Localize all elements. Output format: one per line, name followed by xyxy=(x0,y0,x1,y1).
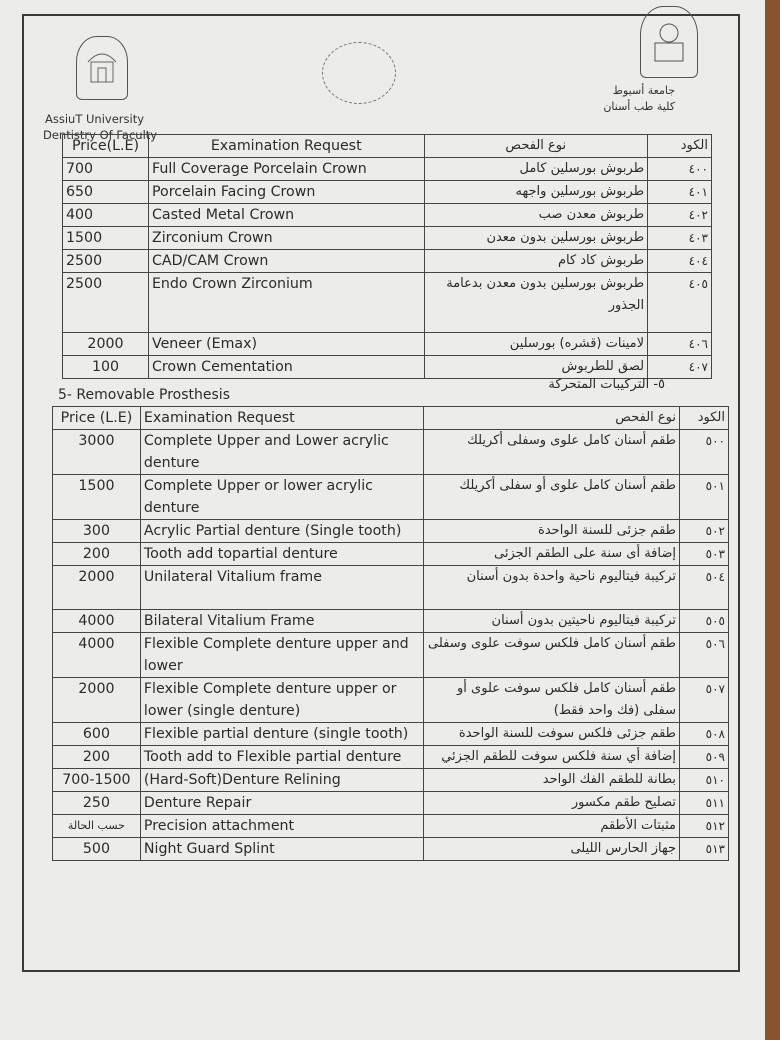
price-cell: 500 xyxy=(53,838,141,861)
code-cell: ٥١٠ xyxy=(680,769,729,792)
price-cell: 4000 xyxy=(53,633,141,678)
request-header: Examination Request xyxy=(140,407,424,430)
table-row xyxy=(53,543,729,566)
code-header: الكود xyxy=(680,407,729,430)
university-logo xyxy=(76,36,128,100)
price-cell: 2000 xyxy=(53,566,141,610)
table-row xyxy=(63,227,712,250)
arabic-cell: طربوش كاد كام xyxy=(424,250,648,273)
code-cell: ٤٠٠ xyxy=(648,158,712,181)
request-cell: Casted Metal Crown xyxy=(148,204,424,227)
table-row xyxy=(53,769,729,792)
code-cell: ٥١١ xyxy=(680,792,729,815)
table-row xyxy=(63,158,712,181)
table-row xyxy=(63,273,712,333)
request-cell: Acrylic Partial denture (Single tooth) xyxy=(140,520,424,543)
price-header: Price(L.E) xyxy=(63,135,149,158)
request-cell: Bilateral Vitalium Frame xyxy=(140,610,424,633)
code-header: الكود xyxy=(648,135,712,158)
code-cell: ٤٠٢ xyxy=(648,204,712,227)
arabic-cell: لصق للطربوش xyxy=(424,356,648,379)
type-ar-header: نوع الفحص xyxy=(424,407,680,430)
arabic-cell: تركيبة فيتاليوم ناحيتين بدون أسنان xyxy=(424,610,680,633)
request-cell: Flexible partial denture (single tooth) xyxy=(140,723,424,746)
type-ar-header: نوع الفحص xyxy=(424,135,648,158)
university-name-en: AssiuT University xyxy=(45,112,145,126)
arabic-cell: طقم أسنان كامل علوى وسفلى أكريلك xyxy=(424,430,680,475)
table-row xyxy=(53,475,729,520)
request-cell: Crown Cementation xyxy=(148,356,424,379)
code-cell: ٤٠٣ xyxy=(648,227,712,250)
request-cell: Denture Repair xyxy=(140,792,424,815)
table-row xyxy=(63,204,712,227)
code-cell: ٥٠٤ xyxy=(680,566,729,610)
arabic-cell: تصليح طقم مكسور xyxy=(424,792,680,815)
code-cell: ٥٠٣ xyxy=(680,543,729,566)
request-cell: Tooth add to Flexible partial denture xyxy=(140,746,424,769)
code-cell: ٤٠١ xyxy=(648,181,712,204)
request-cell: Night Guard Splint xyxy=(140,838,424,861)
crowns-price-table xyxy=(62,134,712,379)
table-header-row xyxy=(53,407,729,430)
table-row xyxy=(53,566,729,610)
request-cell: Complete Upper or lower acrylic denture xyxy=(140,475,424,520)
code-cell: ٥٠٠ xyxy=(680,430,729,475)
request-cell: Tooth add topartial denture xyxy=(140,543,424,566)
section-title-en: 5- Removable Prosthesis xyxy=(58,387,230,403)
arabic-cell: طقم أسنان كامل فلكس سوفت علوى وسفلى xyxy=(424,633,680,678)
arabic-cell: طربوش معدن صب xyxy=(424,204,648,227)
price-header: Price (L.E) xyxy=(53,407,141,430)
arabic-cell: طربوش بورسلين بدون معدن بدعامة الجذور xyxy=(424,273,648,333)
code-cell: ٥٠٧ xyxy=(680,678,729,723)
code-cell: ٤٠٧ xyxy=(648,356,712,379)
price-cell: 4000 xyxy=(53,610,141,633)
table-row xyxy=(63,356,712,379)
request-cell: Flexible Complete denture upper and lower xyxy=(140,633,424,678)
table-row xyxy=(53,723,729,746)
code-cell: ٤٠٦ xyxy=(648,333,712,356)
table-row xyxy=(53,838,729,861)
faculty-logo xyxy=(640,6,698,78)
code-cell: ٥١٣ xyxy=(680,838,729,861)
price-cell: 400 xyxy=(63,204,149,227)
price-cell: 1500 xyxy=(53,475,141,520)
table-row xyxy=(53,792,729,815)
code-cell: ٥٠٢ xyxy=(680,520,729,543)
code-cell: ٥١٢ xyxy=(680,815,729,838)
price-cell: 600 xyxy=(53,723,141,746)
arabic-cell: طقم أسنان كامل فلكس سوفت علوى أو سفلى (فك واحد فقط) xyxy=(424,678,680,723)
price-cell: 2500 xyxy=(63,250,149,273)
price-cell: 2500 xyxy=(63,273,149,333)
code-cell: ٥٠٩ xyxy=(680,746,729,769)
request-cell: Veneer (Emax) xyxy=(148,333,424,356)
request-cell: (Hard-Soft)Denture Relining xyxy=(140,769,424,792)
request-cell: Complete Upper and Lower acrylic denture xyxy=(140,430,424,475)
request-cell: Porcelain Facing Crown xyxy=(148,181,424,204)
table-header-row xyxy=(63,135,712,158)
price-cell: 700-1500 xyxy=(53,769,141,792)
table-row xyxy=(53,678,729,723)
arabic-cell: طربوش بورسلين بدون معدن xyxy=(424,227,648,250)
section-title-ar: ٥- التركيبات المتحركة xyxy=(548,377,665,392)
price-cell: 700 xyxy=(63,158,149,181)
code-cell: ٥٠١ xyxy=(680,475,729,520)
faculty-name-ar: كلية طب أسنان xyxy=(603,100,675,113)
table-row xyxy=(53,633,729,678)
request-cell: Unilateral Vitalium frame xyxy=(140,566,424,610)
removable-prosthesis-table xyxy=(52,406,729,861)
arabic-cell: طقم جزئى فلكس سوفت للسنة الواحدة xyxy=(424,723,680,746)
code-cell: ٥٠٨ xyxy=(680,723,729,746)
request-cell: CAD/CAM Crown xyxy=(148,250,424,273)
arabic-cell: إضافة أي سنة فلكس سوفت للطقم الجزئي xyxy=(424,746,680,769)
request-cell: Flexible Complete denture upper or lower (single denture) xyxy=(140,678,424,723)
price-cell: 100 xyxy=(63,356,149,379)
table-row xyxy=(53,610,729,633)
arabic-cell: لامينات (قشره) بورسلين xyxy=(424,333,648,356)
price-cell: 250 xyxy=(53,792,141,815)
code-cell: ٥٠٦ xyxy=(680,633,729,678)
table-row xyxy=(63,181,712,204)
table-row xyxy=(63,250,712,273)
request-header: Examination Request xyxy=(148,135,424,158)
table-row xyxy=(53,815,729,838)
arabic-cell: بطانة للطقم الفك الواحد xyxy=(424,769,680,792)
university-name-ar: جامعة أسيوط xyxy=(612,84,675,97)
arabic-cell: طقم أسنان كامل علوى أو سفلى أكريلك xyxy=(424,475,680,520)
request-cell: Endo Crown Zirconium xyxy=(148,273,424,333)
price-cell: 200 xyxy=(53,746,141,769)
arabic-cell: طقم جزئى للسنة الواحدة xyxy=(424,520,680,543)
price-cell: 200 xyxy=(53,543,141,566)
arabic-cell: طربوش بورسلين كامل xyxy=(424,158,648,181)
faculty-name-en: Dentistry Of Faculty xyxy=(43,128,158,142)
arabic-cell: طربوش بورسلين واجهه xyxy=(424,181,648,204)
arabic-cell: إضافة أى سنة على الطقم الجزئى xyxy=(424,543,680,566)
table-row xyxy=(53,520,729,543)
request-cell: Full Coverage Porcelain Crown xyxy=(148,158,424,181)
price-cell: 300 xyxy=(53,520,141,543)
price-cell: 2000 xyxy=(53,678,141,723)
price-cell: حسب الحالة xyxy=(53,815,141,838)
table-row xyxy=(53,746,729,769)
price-cell: 1500 xyxy=(63,227,149,250)
price-cell: 3000 xyxy=(53,430,141,475)
request-cell: Precision attachment xyxy=(140,815,424,838)
arabic-cell: جهاز الحارس الليلى xyxy=(424,838,680,861)
table-row xyxy=(63,333,712,356)
price-cell: 650 xyxy=(63,181,149,204)
code-cell: ٤٠٥ xyxy=(648,273,712,333)
code-cell: ٥٠٥ xyxy=(680,610,729,633)
faculty-seal xyxy=(322,42,396,104)
code-cell: ٤٠٤ xyxy=(648,250,712,273)
arabic-cell: تركيبة فيتاليوم ناحية واحدة بدون أسنان xyxy=(424,566,680,610)
arabic-cell: مثبتات الأطقم xyxy=(424,815,680,838)
table-row xyxy=(53,430,729,475)
request-cell: Zirconium Crown xyxy=(148,227,424,250)
price-cell: 2000 xyxy=(63,333,149,356)
